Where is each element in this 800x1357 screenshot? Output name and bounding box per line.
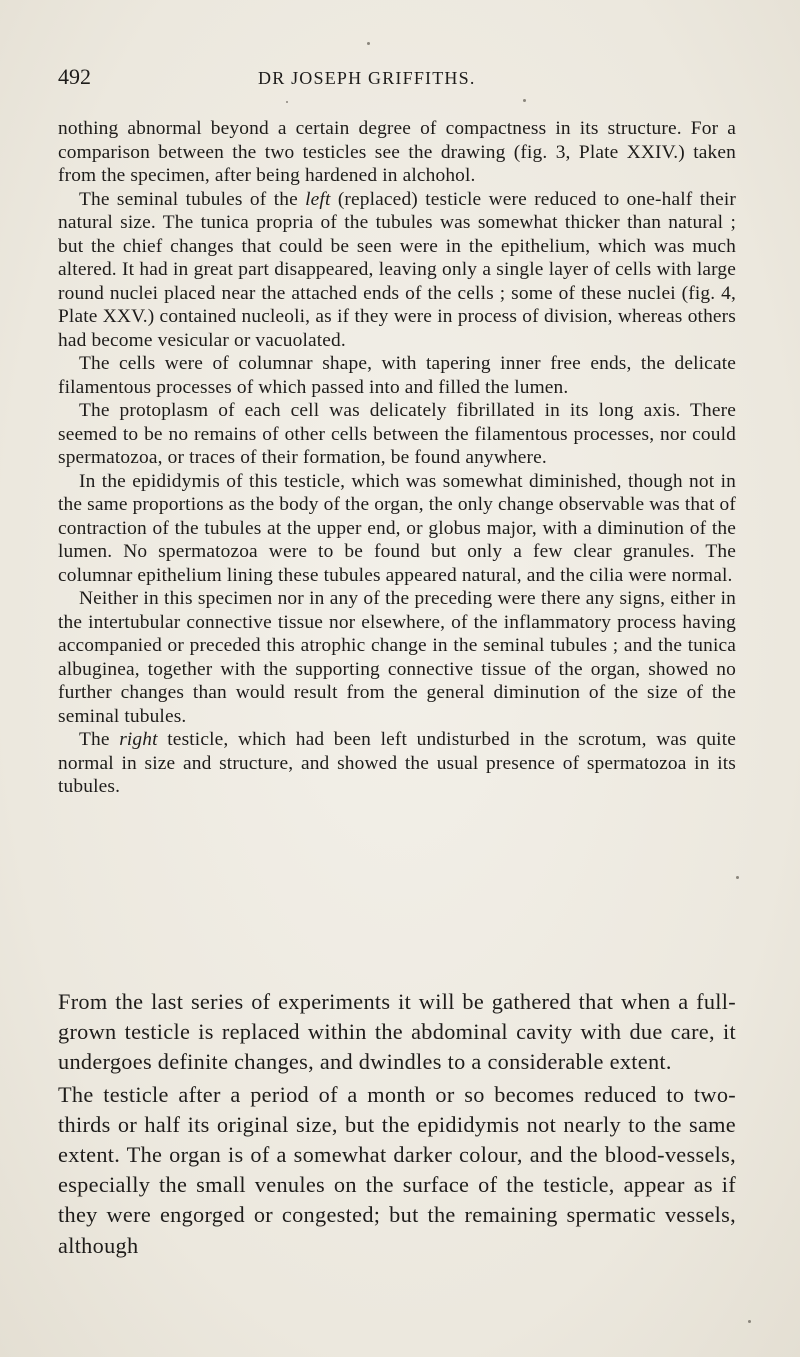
paragraph-6-text: Neither in this specimen nor in any of the preceding were there any signs, either in the intertubular connective tissue nor elsewhere, of the inflammatory process having accompanied or preceded this atrophic change in the seminal tubules ; and the tunica albuginea, together with the supporting connective tissue of the organ, showed no further changes than would result from the general diminution of the size of the seminal tubules.: [58, 588, 736, 727]
conclusion-paragraph-1-text: From the last series of experiments it will be gathered that when a full-grown testicle is replaced within the abdominal cavity with due care, it undergoes definite changes, and dwindles to a considerable extent.: [58, 989, 736, 1075]
paragraph-1-text: nothing abnormal beyond a certain degree of compactness in its structure. For a comparison between the two testicles see the drawing (fig. 3, Plate XXIV.) taken from the specimen, after being hardened in alchohol.: [58, 118, 736, 186]
print-speck: [286, 101, 288, 103]
conclusion-paragraph-1: [58, 987, 736, 1078]
paragraph-7-text-b: testicle, which had been left undisturbed in the scrotum, was quite normal in size and structure, and showed the usual presence of spermatozoa in its tubules.: [58, 729, 736, 797]
paragraph-2-italic: left: [305, 188, 331, 210]
paragraph-3-text: The cells were of columnar shape, with tapering inner free ends, the delicate filamentous processes of which passed into and filled the lumen.: [58, 353, 736, 398]
paragraph-5-text: In the epididymis of this testicle, which was somewhat diminished, though not in the same proportions as the body of the organ, the only change observable was that of contraction of the tubules at the upper end, or globus major, with a diminution of the lumen. No spermatozoa were to be found but only a few clear granules. The columnar epithelium lining these tubules appeared natural, and the cilia were normal.: [58, 470, 736, 586]
conclusion-paragraph-2: [58, 1080, 736, 1261]
paragraph-1: [58, 117, 736, 188]
print-speck: [736, 876, 739, 879]
print-speck: [523, 99, 526, 102]
paragraph-7-text-a: The: [79, 729, 120, 750]
paragraph-7-italic: right: [119, 729, 158, 750]
paragraph-4-text: The protoplasm of each cell was delicately fibrillated in its long axis. There seemed to be no remains of other cells between the filamentous processes, nor could spermatozoa, or traces of their formation, be found anywhere.: [58, 400, 736, 468]
page-number: 492: [58, 64, 91, 89]
paragraph-2-text-a: The seminal tubules of the: [79, 188, 306, 210]
paragraph-3: [58, 352, 736, 399]
paragraph-5: [58, 470, 736, 588]
print-speck: [367, 42, 370, 45]
paragraph-7: [58, 728, 736, 799]
small-print-section: [58, 117, 736, 799]
running-title: DR JOSEPH GRIFFITHS.: [258, 68, 476, 88]
running-head: [58, 64, 730, 94]
paragraph-6: [58, 587, 736, 728]
conclusion-paragraph-2-text: The testicle after a period of a month or so becomes reduced to two-thirds or half its original size, but the epididymis not nearly to the same extent. The organ is of a somewhat darker colour, and the blood-vessels, especially the small venules on the surface of the testicle, appear as if they were engorged or congested; but the remaining spermatic vessels, although: [58, 1081, 736, 1258]
print-speck: [748, 1320, 751, 1323]
paragraph-2: [58, 188, 736, 353]
paragraph-2-text-b: (replaced) testicle were reduced to one-half their natural size. The tunica propria of the tubules was somewhat thicker than natural ; but the chief changes that could be seen were in the epithelium, which was much altered. It had in great part disappeared, leaving only a single layer of cells with large round nuclei placed near the attached ends of the cells ; some of these nuclei (fig. 4, Plate XXV.) contained nucleoli, as if they were in process of division, whereas others had become vesicular or vacuolated.: [58, 188, 736, 351]
paragraph-4: [58, 399, 736, 470]
large-print-section: [58, 987, 736, 1261]
